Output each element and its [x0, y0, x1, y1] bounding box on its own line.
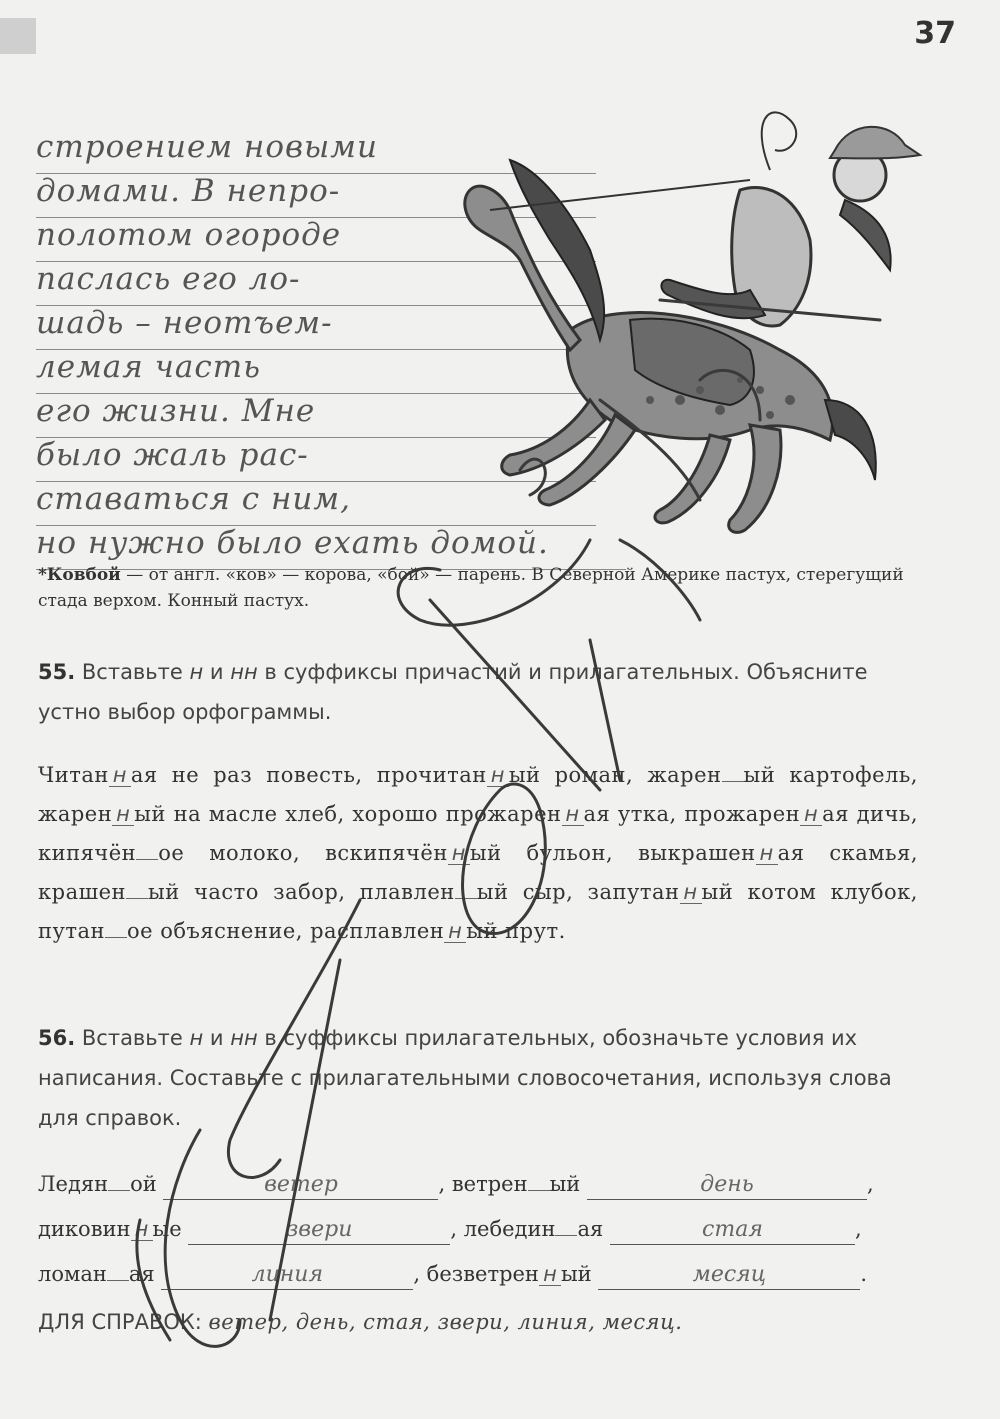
- task-text: в суффиксы причастий и прилагательных. Объясните устно выбор орфограммы.: [38, 660, 868, 724]
- handwritten-text: шадь – неотъем-: [36, 305, 333, 341]
- task-letters: нн: [230, 1026, 258, 1050]
- task-letter: н: [189, 660, 204, 684]
- word-ending: ое молоко,: [158, 841, 326, 865]
- word-ending: ый на масле хлеб, хорошо: [134, 802, 446, 826]
- task-number: 55.: [38, 660, 76, 684]
- adjective-stem: ветрен: [451, 1172, 528, 1196]
- word-ending: ый роман,: [508, 763, 648, 787]
- horse-hind-leg: [729, 425, 781, 532]
- task-text: Вставьте: [75, 660, 190, 684]
- horse-hind-leg-2: [655, 435, 730, 523]
- reference-words: [38, 1302, 918, 1342]
- fill-in-blank[interactable]: н: [109, 764, 131, 787]
- adjective-stem: диковин: [38, 1217, 131, 1241]
- fill-in-blank[interactable]: н: [539, 1263, 561, 1286]
- word-stem: запутан: [587, 880, 680, 904]
- fill-in-blank[interactable]: [105, 937, 127, 938]
- task-letter: н: [189, 1026, 204, 1050]
- task-55-instructions: [38, 652, 918, 732]
- word-stem: расплавлен: [310, 919, 445, 943]
- word-stem: прочитан: [376, 763, 487, 787]
- adjective-ending: ая: [128, 1262, 155, 1286]
- handwritten-text: но нужно было ехать домой.: [36, 525, 549, 561]
- word-stem: выкрашен: [638, 841, 756, 865]
- horse-tail: [825, 400, 876, 480]
- handwritten-text: строением новыми: [36, 129, 378, 165]
- lasso: [762, 112, 796, 170]
- scan-corner-mark: [0, 18, 36, 54]
- fill-in-blank[interactable]: [108, 1190, 130, 1191]
- task-text: Вставьте: [75, 1026, 190, 1050]
- word-ending: ый часто забор,: [148, 880, 360, 904]
- word-ending: ая скамья,: [777, 841, 918, 865]
- footnote-text: — от англ. «ков» — корова, «бой» — парень. В Северной Америке пастух, стерегущий стада верхом. Конный пастух.: [38, 565, 904, 611]
- fill-in-blank[interactable]: [126, 898, 148, 899]
- task-text: и: [203, 1026, 231, 1050]
- word-stem: прожарен: [445, 802, 562, 826]
- word-ending: ый картофель,: [743, 763, 918, 787]
- cowboy-on-horse-illustration: [450, 100, 930, 550]
- phrase-answer-field[interactable]: стая: [610, 1216, 855, 1245]
- word-ending: ый сыр,: [476, 880, 588, 904]
- handwritten-text: паслась его ло-: [36, 261, 301, 297]
- fill-in-blank[interactable]: н: [800, 803, 822, 826]
- adjective-ending: ые: [152, 1217, 182, 1241]
- reference-list: ветер, день, стая, звери, линия, месяц.: [208, 1310, 683, 1334]
- word-ending: ый котом клубок,: [701, 880, 918, 904]
- adjective-ending: ый: [549, 1172, 581, 1196]
- task-text: и: [203, 660, 231, 684]
- adjective-ending: ый: [560, 1262, 592, 1286]
- handwritten-text: было жаль рас-: [36, 437, 309, 473]
- task-number: 56.: [38, 1026, 76, 1050]
- word-ending: ая дичь,: [822, 802, 919, 826]
- rider-bandana: [840, 200, 891, 270]
- word-ending: ая утка,: [583, 802, 685, 826]
- handwritten-text: ставаться с ним,: [36, 481, 351, 517]
- word-stem: крашен: [38, 880, 127, 904]
- reference-label: ДЛЯ СПРАВОК:: [38, 1310, 209, 1334]
- fill-in-blank[interactable]: н: [131, 1218, 153, 1241]
- task-56-instructions: [38, 1018, 918, 1138]
- fill-in-blank[interactable]: н: [680, 881, 702, 904]
- phrase-answer-field[interactable]: звери: [188, 1216, 450, 1245]
- word-stem: кипячён: [38, 841, 137, 865]
- word-ending: ый прут.: [466, 919, 566, 943]
- task-letters: нн: [230, 660, 258, 684]
- handwritten-text: домами. В непро-: [36, 173, 341, 209]
- adjective-ending: ой: [130, 1172, 157, 1196]
- word-stem: Читан: [38, 763, 109, 787]
- adjective-stem: ломан: [38, 1262, 107, 1286]
- handwritten-text: лемая часть: [36, 349, 262, 385]
- task-text: в суффиксы прилагательных, обозначьте условия их написания. Составьте с прилагательными словосочетания, используя слова для справок.: [38, 1026, 892, 1130]
- fill-in-blank[interactable]: н: [112, 803, 134, 826]
- word-pair-row: Ледян ой ветер , ветрен ый день ,: [38, 1164, 918, 1204]
- word-ending: ая не раз повесть,: [130, 763, 377, 787]
- fill-in-blank[interactable]: н: [448, 842, 470, 865]
- word-stem: прожарен: [684, 802, 801, 826]
- fill-in-blank[interactable]: [555, 1235, 577, 1236]
- footnote-term: *Ковбой: [38, 565, 121, 585]
- fill-in-blank[interactable]: [455, 898, 477, 899]
- fill-in-blank[interactable]: [722, 781, 744, 782]
- adjective-ending: ая: [577, 1217, 604, 1241]
- phrase-answer-field[interactable]: месяц: [598, 1261, 860, 1290]
- fill-in-blank[interactable]: н: [487, 764, 509, 787]
- word-ending: ое объяснение,: [127, 919, 311, 943]
- word-stem: плавлен: [359, 880, 455, 904]
- word-ending: ый бульон,: [469, 841, 639, 865]
- adjective-stem: Ледян: [38, 1172, 109, 1196]
- exercise-55-text: [38, 756, 918, 951]
- fill-in-blank[interactable]: н: [444, 920, 466, 943]
- fill-in-blank[interactable]: н: [562, 803, 584, 826]
- rider-hat: [830, 127, 920, 159]
- footnote: [38, 562, 918, 614]
- fill-in-blank[interactable]: н: [756, 842, 778, 865]
- word-stem: путан: [38, 919, 105, 943]
- handwritten-text: его жизни. Мне: [36, 393, 316, 429]
- word-pair-row: диковин н ые звери , лебедин ая стая ,: [38, 1209, 918, 1249]
- adjective-stem: лебедин: [463, 1217, 556, 1241]
- phrase-answer-field[interactable]: ветер: [163, 1171, 438, 1200]
- phrase-answer-field[interactable]: линия: [161, 1261, 413, 1290]
- word-stem: вскипячён: [325, 841, 448, 865]
- handwritten-text: полотом огороде: [36, 217, 342, 253]
- fill-in-blank[interactable]: [528, 1190, 550, 1191]
- adjective-stem: безветрен: [426, 1262, 539, 1286]
- word-pair-row: ломан ая линия , безветрен н ый месяц .: [38, 1254, 918, 1294]
- fill-in-blank[interactable]: [107, 1280, 129, 1281]
- word-stem: жарен: [647, 763, 722, 787]
- word-stem: жарен: [38, 802, 113, 826]
- page-number: 37: [914, 16, 956, 51]
- phrase-answer-field[interactable]: день: [587, 1171, 867, 1200]
- fill-in-blank[interactable]: [136, 859, 158, 860]
